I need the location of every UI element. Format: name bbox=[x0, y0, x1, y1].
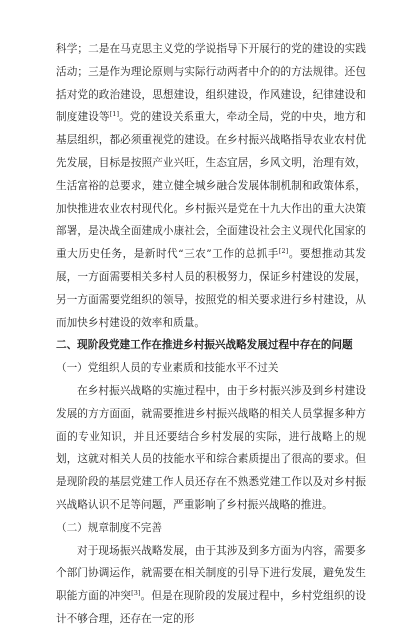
citation-ref: [2] bbox=[278, 247, 289, 256]
subsection-heading: （一）党组织人员的专业素质和技能水平不过关 bbox=[56, 362, 279, 375]
paragraph-text: 。党的建设关系重大，牵动全局，党的中央，地方和基层组织，都必须重视党的建设。在乡村振兴战略指导农业农村优先发展，目标是按照产业兴旺，生态宜居，乡风文明，治理有效，生活富裕的总要求，建立健全城乡融合发展体制机制和政策体系，加快推进农业农村现代化。乡村振兴是党在十九大作出的重大决策部署，是决战全面建成小康社会，全面建设社会主义现代化国家的重大历史任务，是新时代“三农”工作的总抓手 bbox=[56, 111, 366, 261]
paragraph-text: 。要想推动其发展，一方面需要相关多村人员的积极努力，保证乡村建设的发展，另一方面需要党组织的领导，按照党的相关要求进行乡村建设，从而加快乡村建设的效率和质量。 bbox=[56, 248, 366, 329]
body-paragraph: 在乡村振兴战略的实施过程中，由于乡村振兴涉及到乡村建设发展的方方面面，就需要推进乡村振兴战略的相关人员掌握多种方面的专业知识，并且还要结合乡村发展的实际，进行战略上的规划，这就对相关人员的技能水平和综合素质提出了很高的要求。但是现阶段的基层党建工作人员还存在不熟悉党建工作以及对乡村振兴战略认识不足等问题，严重影响了乡村振兴战略的推进。 bbox=[56, 384, 366, 511]
paragraph-text: 科学；二是在马克思主义党的学说指导下开展行的党的建设的实践活动；三是作为理论原则与实际行动两者中介的的方法规律。还包括对党的政治建设，思想建设，组织建设，作风建设，纪律建设和制度建设等 bbox=[56, 43, 366, 124]
paragraph-text: 。但是在现阶段的发展过程中，乡村党组织的设计不够合理，还存在一定的形 bbox=[56, 590, 366, 625]
body-paragraph bbox=[56, 540, 366, 631]
section-heading: 二、现阶段党建工作在推进乡村振兴战略发展过程中存在的问题 bbox=[56, 339, 353, 352]
citation-ref: [3] bbox=[131, 589, 141, 598]
paragraph-text: 对于现场振兴战略发展，由于其涉及到多方面为内容，需要多个部门协调运作，就需要在相关制度的引导下进行发展，避免发生职能方面的冲突 bbox=[56, 544, 366, 603]
body-paragraph-intro bbox=[56, 38, 366, 334]
citation-ref: [1] bbox=[109, 110, 120, 119]
subsection-heading: （二）规章制度不完善 bbox=[56, 521, 162, 534]
